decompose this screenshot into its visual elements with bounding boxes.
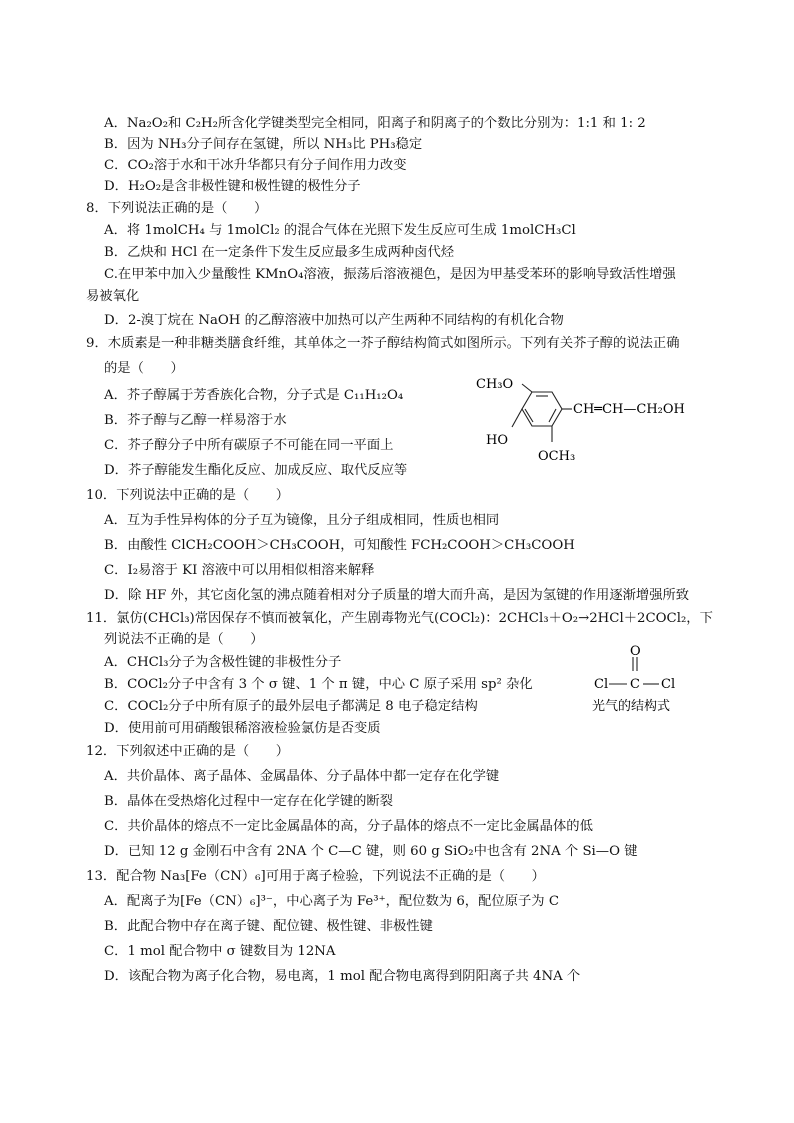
q9-option-a: A．芥子醇属于芳香族化合物，分子式是 C₁₁H₁₂O₄ bbox=[104, 388, 404, 403]
q7-option-b: B．因为 NH₃分子间存在氢键，所以 NH₃比 PH₃稳定 bbox=[104, 137, 423, 152]
q11-option-c: C．COCl₂分子中所有原子的最外层电子都满足 8 电子稳定结构 bbox=[104, 699, 478, 714]
phosgene-caption: 光气的结构式 bbox=[592, 699, 671, 714]
q12-stem: 12．下列叙述中正确的是（ ） bbox=[86, 744, 290, 759]
struct-o: O bbox=[630, 644, 641, 659]
struct-c: C bbox=[630, 677, 640, 692]
q7-option-a: A．Na₂O₂和 C₂H₂所含化学键类型完全相同，阳离子和阴离子的个数比分别为：1:1 和 1: 2 bbox=[104, 116, 646, 131]
phosgene-structure bbox=[592, 640, 692, 720]
q13-option-b: B．此配合物中存在离子键、配位键、极性键、非极性键 bbox=[104, 919, 433, 934]
q10-option-a: A．互为手性异构体的分子互为镜像，且分子组成相同，性质也相同 bbox=[104, 513, 500, 528]
q9-stem: 9．木质素是一种非糖类膳食纤维，其单体之一芥子醇结构简式如图所示。下列有关芥子醇的说法正确 bbox=[86, 336, 680, 351]
q11-option-a: A．CHCl₃分子为含极性键的非极性分子 bbox=[104, 655, 342, 670]
q8-option-b: B．乙炔和 HCl 在一定条件下发生反应最多生成两种卤代烃 bbox=[104, 245, 455, 260]
struct-och3-top: CH₃O bbox=[476, 377, 514, 392]
q10-option-c: C．I₂易溶于 KI 溶液中可以用相似相溶来解释 bbox=[104, 563, 375, 578]
q13-option-a: A．配离子为[Fe（CN）₆]³⁻，中心离子为 Fe³⁺，配位数为 6，配位原子为 C bbox=[104, 894, 559, 909]
sinapyl-alcohol-structure bbox=[476, 372, 721, 472]
q7-option-d: D．H₂O₂是含非极性键和极性键的极性分子 bbox=[104, 179, 361, 194]
q11-stem: 11．氯仿(CHCl₃)常因保存不慎而被氧化，产生剧毒物光气(COCl₂)：2CHCl₃＋O₂→2HCl＋2COCl₂，下 bbox=[86, 611, 713, 626]
struct-cl-left: Cl bbox=[594, 677, 609, 692]
q10-option-b: B．由酸性 ClCH₂COOH＞CH₃COOH，可知酸性 FCH₂COOH＞CH₃COOH bbox=[104, 538, 575, 553]
q7-option-c: C．CO₂溶于水和干冰升华都只有分子间作用力改变 bbox=[104, 158, 407, 173]
q11-stem-continued: 列说法不正确的是（ ） bbox=[104, 632, 264, 647]
struct-chain: CH═CH—CH₂OH bbox=[573, 402, 685, 417]
q8-option-c-continued: 易被氧化 bbox=[86, 289, 140, 304]
q10-stem: 10．下列说法中正确的是（ ） bbox=[86, 488, 290, 503]
q8-stem: 8．下列说法正确的是（ ） bbox=[86, 201, 268, 216]
q8-option-c: C.在甲苯中加入少量酸性 KMnO₄溶液，振荡后溶液褪色，是因为甲基受苯环的影响导致活性增强 bbox=[104, 267, 676, 282]
struct-cl-right: Cl bbox=[661, 677, 676, 692]
q12-option-b: B．晶体在受热熔化过程中一定存在化学键的断裂 bbox=[104, 794, 394, 809]
q8-option-d: D．2-溴丁烷在 NaOH 的乙醇溶液中加热可以产生两种不同结构的有机化合物 bbox=[104, 313, 564, 328]
struct-och3-bottom: OCH₃ bbox=[538, 449, 576, 464]
q13-stem: 13．配合物 Na₃[Fe（CN）₆]可用于离子检验，下列说法不正确的是（ ） bbox=[86, 869, 545, 884]
struct-ho: HO bbox=[486, 433, 508, 448]
q12-option-c: C．共价晶体的熔点不一定比金属晶体的高，分子晶体的熔点不一定比金属晶体的低 bbox=[104, 819, 593, 834]
q9-option-d: D．芥子醇能发生酯化反应、加成反应、取代反应等 bbox=[104, 463, 408, 478]
q12-option-a: A．共价晶体、离子晶体、金属晶体、分子晶体中都一定存在化学键 bbox=[104, 769, 500, 784]
q9-option-c: C．芥子醇分子中所有碳原子不可能在同一平面上 bbox=[104, 438, 394, 453]
q9-option-b: B．芥子醇与乙醇一样易溶于水 bbox=[104, 413, 287, 428]
q13-option-c: C．1 mol 配合物中 σ 键数目为 12NA bbox=[104, 944, 336, 959]
q8-option-a: A．将 1molCH₄ 与 1molCl₂ 的混合气体在光照下发生反应可生成 1molCH₃Cl bbox=[104, 223, 576, 238]
q13-option-d: D．该配合物为离子化合物，易电离，1 mol 配合物电离得到阴阳离子共 4NA 个 bbox=[104, 969, 581, 984]
q12-option-d: D．已知 12 g 金刚石中含有 2NA 个 C—C 键，则 60 g SiO₂中也含有 2NA 个 Si—O 键 bbox=[104, 844, 638, 859]
q10-option-d: D．除 HF 外，其它卤化氢的沸点随着相对分子质量的增大而升高，是因为氢键的作用逐渐增强所致 bbox=[104, 588, 690, 603]
q11-option-b: B．COCl₂分子中含有 3 个 σ 键、1 个 π 键，中心 C 原子采用 sp² 杂化 bbox=[104, 677, 533, 692]
q11-option-d: D．使用前可用硝酸银稀溶液检验氯仿是否变质 bbox=[104, 721, 381, 736]
q9-stem-continued: 的是（ ） bbox=[104, 361, 184, 376]
